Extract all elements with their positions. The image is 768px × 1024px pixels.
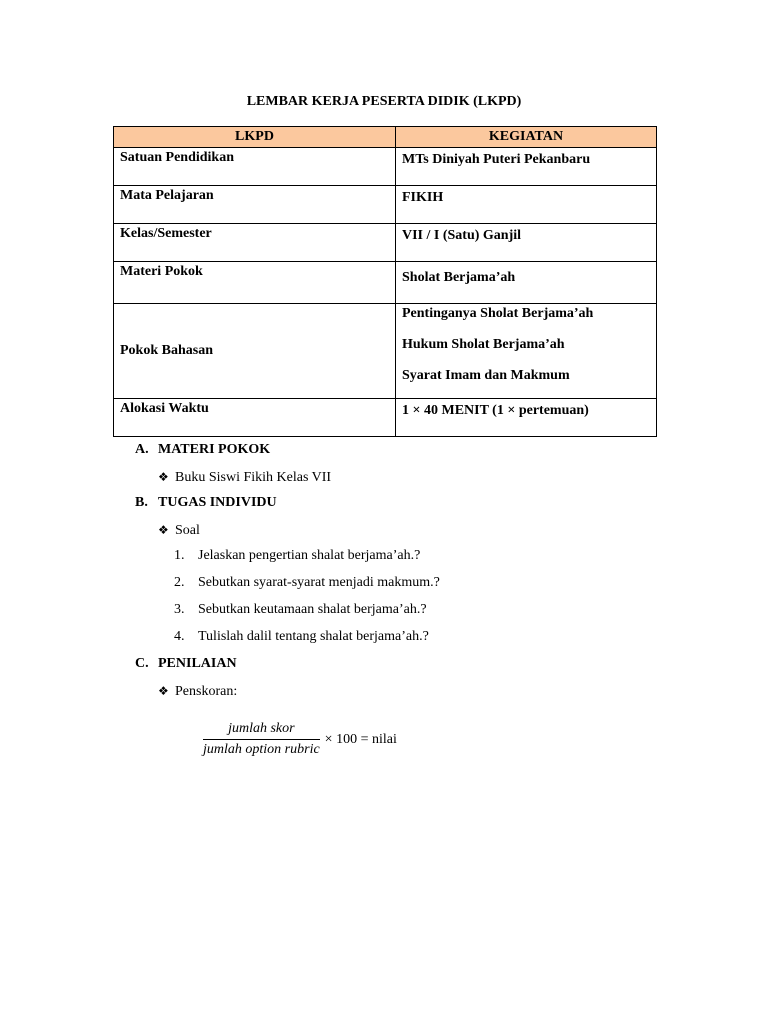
scoring-formula xyxy=(203,720,397,759)
table-row xyxy=(114,399,657,437)
row-value-pokok-bahasan xyxy=(396,304,657,399)
section-c-bullet xyxy=(135,681,655,708)
score-fraction xyxy=(203,720,320,759)
question-text: Jelaskan pengertian shalat berjama’ah.? xyxy=(198,548,421,563)
lkpd-table xyxy=(113,126,657,437)
row-label-satuan-pendidikan: Satuan Pendidikan xyxy=(114,148,396,186)
question-item xyxy=(135,627,655,654)
table-row xyxy=(114,148,657,186)
pokok-bahasan-item: Hukum Sholat Berjama’ah xyxy=(402,337,565,352)
row-label-materi-pokok: Materi Pokok xyxy=(114,262,396,304)
question-number: 4. xyxy=(174,629,185,644)
question-number: 1. xyxy=(174,548,185,563)
table-header-lkpd: LKPD xyxy=(114,127,396,148)
fraction-denominator: jumlah option rubric xyxy=(203,739,320,759)
row-value-satuan-pendidikan: MTs Diniyah Puteri Pekanbaru xyxy=(396,148,657,186)
section-c-heading xyxy=(135,654,655,681)
question-text: Sebutkan syarat-syarat menjadi makmum.? xyxy=(198,575,440,590)
bullet-text: Buku Siswi Fikih Kelas VII xyxy=(175,469,332,485)
bullet-text: Soal xyxy=(175,522,200,538)
page-title: LEMBAR KERJA PESERTA DIDIK (LKPD) xyxy=(246,94,522,109)
table-row xyxy=(114,186,657,224)
section-a-heading xyxy=(135,440,655,467)
question-text: Tulislah dalil tentang shalat berjama’ah.? xyxy=(198,629,429,644)
table-row xyxy=(114,262,657,304)
section-a-bullet xyxy=(135,467,655,494)
question-item xyxy=(135,573,655,600)
question-number: 3. xyxy=(174,602,185,617)
formula-multiplier: × 100 = nilai xyxy=(324,731,397,747)
section-letter: C. xyxy=(135,656,149,671)
question-number: 2. xyxy=(174,575,185,590)
section-b-heading xyxy=(135,493,655,520)
pokok-bahasan-item: Syarat Imam dan Makmum xyxy=(402,368,570,383)
sections xyxy=(135,440,655,707)
fraction-numerator: jumlah skor xyxy=(228,721,295,736)
row-label-kelas-semester: Kelas/Semester xyxy=(114,224,396,262)
row-label-alokasi-waktu: Alokasi Waktu xyxy=(114,399,396,437)
table-header-row xyxy=(114,127,657,148)
table-row xyxy=(114,304,657,399)
section-title: MATERI POKOK xyxy=(158,442,271,457)
section-letter: A. xyxy=(135,442,149,457)
table-header-kegiatan: KEGIATAN xyxy=(396,127,657,148)
row-value-materi-pokok: Sholat Berjama’ah xyxy=(396,262,657,304)
row-label-mata-pelajaran: Mata Pelajaran xyxy=(114,186,396,224)
section-letter: B. xyxy=(135,495,148,510)
pokok-bahasan-item: Pentinganya Sholat Berjama’ah xyxy=(402,306,594,321)
row-value-mata-pelajaran: FIKIH xyxy=(396,186,657,224)
question-item xyxy=(135,546,655,573)
table-row xyxy=(114,224,657,262)
row-label-pokok-bahasan: Pokok Bahasan xyxy=(114,304,396,399)
diamond-bullet-icon: ❖ xyxy=(158,522,169,537)
diamond-bullet-icon: ❖ xyxy=(158,469,169,484)
diamond-bullet-icon: ❖ xyxy=(158,683,169,698)
bullet-text: Penskoran: xyxy=(175,683,238,699)
section-b-bullet xyxy=(135,520,655,547)
question-text: Sebutkan keutamaan shalat berjama’ah.? xyxy=(198,602,427,617)
section-title: TUGAS INDIVIDU xyxy=(158,495,277,510)
row-value-kelas-semester: VII / I (Satu) Ganjil xyxy=(396,224,657,262)
question-item xyxy=(135,600,655,627)
section-title: PENILAIAN xyxy=(158,656,237,671)
row-value-alokasi-waktu: 1 × 40 MENIT (1 × pertemuan) xyxy=(396,399,657,437)
